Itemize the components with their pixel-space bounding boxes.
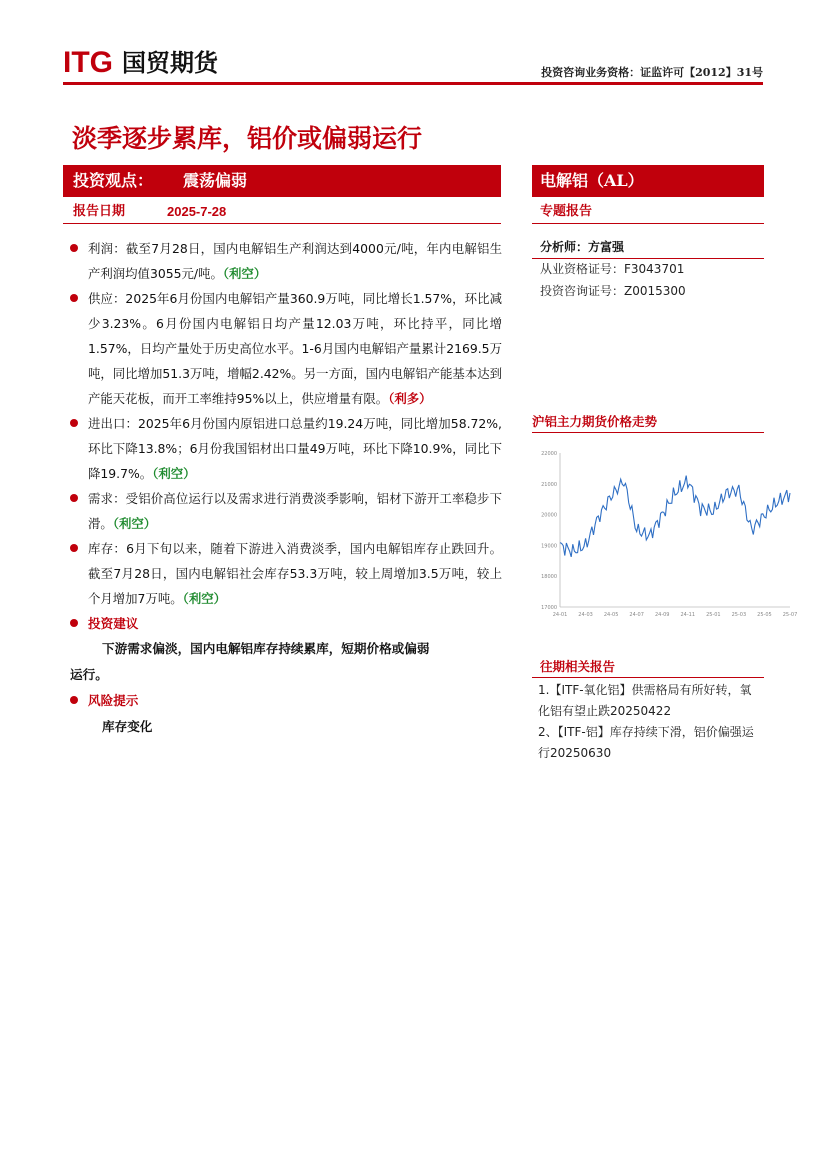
analyst-cert-2: 投资咨询证号：Z0015300 (540, 284, 686, 298)
bullet-text: 需求：受铝价高位运行以及需求进行消费淡季影响，铝材下游开工率稳步下滑。 (88, 491, 502, 531)
x-tick-label: 24-07 (629, 612, 644, 618)
related-report-item[interactable]: 1.【ITF-氧化铝】供需格局有所好转，氧化铝有望止跌20250422 (538, 683, 752, 718)
advice-heading (70, 611, 502, 636)
analyst-cert-1: 从业资格证号：F3043701 (540, 262, 685, 276)
bullet-tag: （利多） (388, 391, 432, 406)
x-tick-label: 24-11 (680, 612, 696, 618)
y-tick-label: 22000 (541, 451, 557, 457)
analysis-body (70, 236, 502, 741)
risk-text: 库存变化 (102, 719, 153, 734)
bullet-inventory (70, 536, 502, 611)
analyst-divider (532, 258, 764, 259)
company-name: 国贸期货 (122, 49, 218, 77)
chart-title: 沪铝主力期货价格走势 (532, 414, 658, 429)
analyst-info (540, 236, 686, 302)
product-label: 电解铝（AL） (540, 171, 644, 190)
x-tick-label: 24-01 (552, 612, 568, 618)
bullet-dot-icon (70, 419, 78, 427)
investment-view-value: 震荡偏弱 (183, 171, 248, 190)
bullet-dot-icon (70, 544, 78, 552)
bullet-trade (70, 411, 502, 486)
related-reports-title: 往期相关报告 (540, 659, 616, 674)
x-tick-label: 25-07 (782, 612, 798, 618)
itg-logo: ITG (63, 46, 113, 79)
bullet-tag: （利空） (112, 516, 157, 531)
y-tick-label: 20000 (541, 512, 557, 519)
header-divider (63, 82, 763, 85)
bullet-dot-icon (70, 294, 78, 302)
bullet-supply (70, 286, 502, 411)
y-tick-label: 18000 (541, 574, 557, 581)
advice-heading-text: 投资建议 (88, 616, 139, 631)
report-date-label: 报告日期 (73, 204, 126, 219)
report-type-row (532, 201, 764, 224)
report-title: 淡季逐步累库，铝价或偏弱运行 (72, 124, 423, 153)
related-reports-list (538, 680, 762, 764)
related-report-item[interactable]: 2、【ITF-铝】库存持续下滑，铝价偏强运行20250630 (538, 725, 754, 760)
bullet-tag: （利空） (222, 266, 267, 281)
report-date-row (63, 201, 501, 224)
bullet-dot-icon (70, 494, 78, 502)
chart-title-row (532, 412, 764, 433)
x-tick-label: 24-03 (578, 612, 593, 618)
investment-view-label: 投资观点： (73, 171, 154, 190)
bullet-text: 进出口：2025年6月份国内原铝进口总量约19.24万吨，同比增加58.72%,环比下降13.8%；6月份我国铝材出口量49万吨，环比下降10.9%，同比下降19.7%。 (88, 416, 502, 481)
price-chart (532, 445, 798, 625)
bullet-demand (70, 486, 502, 536)
bullet-tag: （利空） (182, 591, 226, 606)
bullet-dot-icon (70, 244, 78, 252)
advice-line-2: 运行。 (70, 667, 108, 682)
bullet-text: 利润：截至7月28日，国内电解铝生产利润达到4000元/吨，年内电解铝生产利润均值3055元/吨。 (88, 241, 502, 281)
risk-heading-text: 风险提示 (88, 693, 139, 708)
y-tick-label: 17000 (541, 605, 557, 611)
advice-line-1: 下游需求偏淡，国内电解铝库存持续累库，短期价格或偏弱 (102, 641, 430, 656)
bullet-dot-icon (70, 619, 78, 627)
price-series-line (560, 476, 790, 557)
x-tick-label: 25-01 (706, 612, 721, 618)
qualification-text: 投资咨询业务资格：证监许可【2012】31号 (541, 66, 763, 79)
analyst-name: 分析师：方富强 (540, 240, 625, 254)
x-tick-label: 25-03 (731, 612, 747, 618)
report-date-value: 2025-7-28 (167, 204, 227, 219)
bullet-dot-icon (70, 696, 78, 704)
y-tick-label: 21000 (541, 481, 557, 488)
bullet-text: 库存：6月下旬以来，随着下游进入消费淡季，国内电解铝库存止跌回升。截至7月28日，国内电解铝社会库存53.3万吨，较上周增加3.5万吨，较上个月增加7万吨。 (88, 541, 502, 606)
x-tick-label: 24-09 (654, 612, 670, 618)
bullet-tag: （利空） (152, 466, 196, 481)
advice-text (70, 636, 502, 688)
related-reports-title-row (532, 657, 764, 678)
y-tick-label: 19000 (541, 543, 557, 550)
report-type-label: 专题报告 (540, 204, 593, 219)
risk-heading (70, 688, 502, 713)
bullet-profit (70, 236, 502, 286)
investment-view-bar (63, 165, 501, 197)
product-bar (532, 165, 764, 197)
bullet-text: 供应：2025年6月份国内电解铝产量360.9万吨，同比增长1.57%，环比减少3.23%。6月份国内电解铝日均产量12.03万吨，环比持平，同比增1.57%，日均产量处于历史高位水平。1-6月国内电解铝产量累计2169.5万吨，同比增加51.3万吨，增幅2.42%。另一方面，国内电解铝产能基本达到产能天花板，而开工率维持95%以上，供应增量有限。 (88, 291, 502, 406)
x-tick-label: 24-05 (603, 612, 619, 618)
x-tick-label: 25-05 (757, 612, 772, 618)
